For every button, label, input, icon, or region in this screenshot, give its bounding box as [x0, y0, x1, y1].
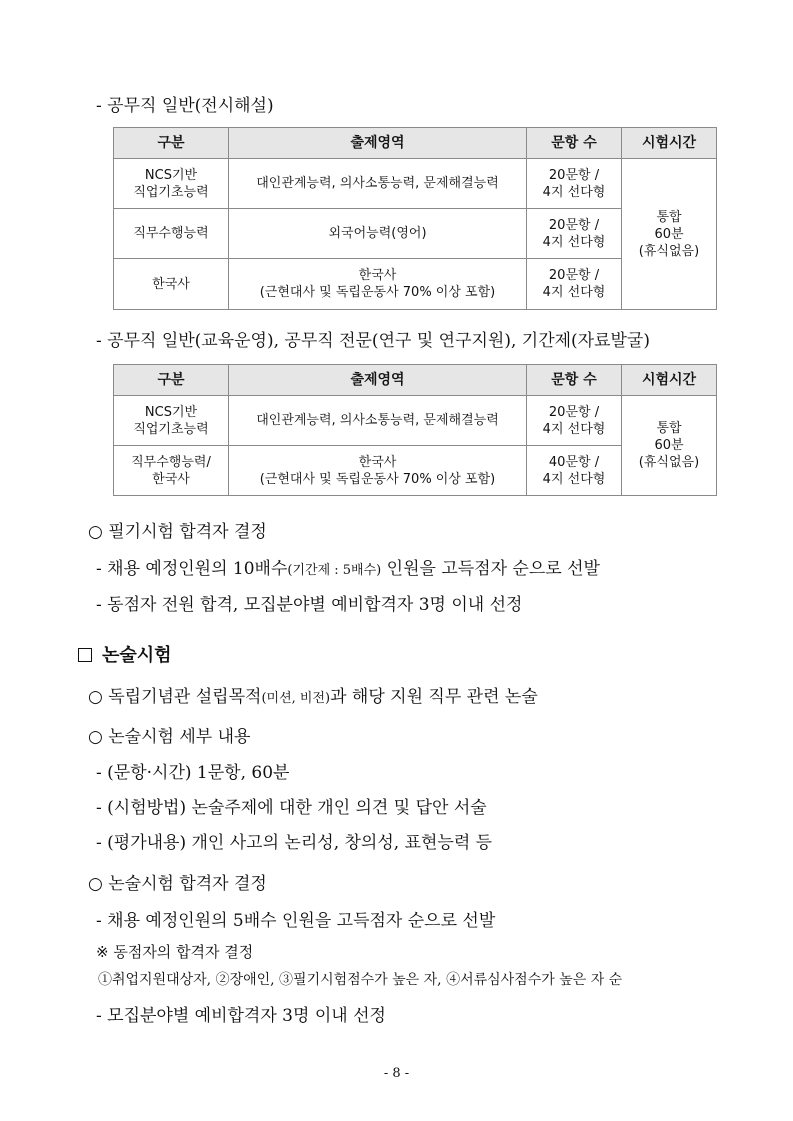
count-cell: 40문항 / 4지 선다형 — [527, 446, 622, 496]
header-area: 출제영역 — [229, 128, 527, 159]
table-header-row — [114, 365, 717, 396]
header-count: 문항 수 — [527, 128, 622, 159]
area-cell: 한국사 (근현대사 및 독립운동사 70% 이상 포함) — [229, 259, 527, 310]
essay-pass-title: ○ 논술시험 합격자 결정 — [88, 874, 267, 894]
category-cell: 한국사 — [114, 259, 229, 310]
essay-topic: ○ 독립기념관 설립목적(미션, 비전)과 해당 지원 직무 관련 논술 — [88, 687, 538, 707]
section-heading-exhibition: - 공무직 일반(전시해설) — [96, 96, 274, 116]
table-header-row — [114, 128, 717, 159]
written-pass-item-1-note: (기간제 : 5배수) — [287, 563, 382, 578]
exam-table-education — [113, 364, 717, 496]
area-cell: 대인관계능력, 의사소통능력, 문제해결능력 — [229, 159, 527, 209]
header-time: 시험시간 — [622, 365, 717, 396]
count-cell: 20문항 / 4지 선다형 — [527, 159, 622, 209]
essay-detail-1: - (문항·시간) 1문항, 60분 — [96, 763, 290, 783]
category-cell: NCS기반 직업기초능력 — [114, 396, 229, 446]
time-cell: 통합 60분 (휴식없음) — [622, 159, 717, 310]
table-row — [114, 396, 717, 446]
written-pass-item-2: - 동점자 전원 합격, 모집분야별 예비합격자 3명 이내 선정 — [96, 595, 523, 615]
time-cell: 통합 60분 (휴식없음) — [622, 396, 717, 496]
area-cell: 한국사 (근현대사 및 독립운동사 70% 이상 포함) — [229, 446, 527, 496]
area-cell: 대인관계능력, 의사소통능력, 문제해결능력 — [229, 396, 527, 446]
essay-detail-title: ○ 논술시험 세부 내용 — [88, 727, 251, 747]
header-count: 문항 수 — [527, 365, 622, 396]
section-heading-education: - 공무직 일반(교육운영), 공무직 전문(연구 및 연구지원), 기간제(자료발굴) — [96, 331, 650, 351]
header-category: 구분 — [114, 128, 229, 159]
count-cell: 20문항 / 4지 선다형 — [527, 259, 622, 310]
tie-rule-order: ①취업지원대상자, ②장애인, ③필기시험점수가 높은 자, ④서류심사점수가 높은 자 순 — [98, 972, 623, 988]
page-number: - 8 - — [383, 1066, 410, 1081]
category-cell: 직무수행능력 — [114, 209, 229, 259]
tie-rule-note-title: ※ 동점자의 합격자 결정 — [96, 943, 254, 961]
written-pass-title: ○ 필기시험 합격자 결정 — [88, 522, 267, 542]
essay-topic-note: (미션, 비전) — [261, 691, 331, 706]
count-cell: 20문항 / 4지 선다형 — [527, 209, 622, 259]
essay-detail-3: - (평가내용) 개인 사고의 논리성, 창의성, 표현능력 등 — [96, 833, 493, 853]
category-cell: NCS기반 직업기초능력 — [114, 159, 229, 209]
area-cell: 외국어능력(영어) — [229, 209, 527, 259]
exam-table-exhibition — [113, 127, 717, 310]
checkbox-square-icon — [78, 648, 92, 662]
count-cell: 20문항 / 4지 선다형 — [527, 396, 622, 446]
table-row — [114, 159, 717, 209]
header-area: 출제영역 — [229, 365, 527, 396]
written-pass-item-1: - 채용 예정인원의 10배수(기간제 : 5배수) 인원을 고득점자 순으로 선발 — [96, 559, 600, 579]
category-cell: 직무수행능력/ 한국사 — [114, 446, 229, 496]
essay-detail-2: - (시험방법) 논술주제에 대한 개인 의견 및 답안 서술 — [96, 798, 487, 818]
essay-section-title: 논술시험 — [78, 645, 172, 667]
essay-pass-item-2: - 모집분야별 예비합격자 3명 이내 선정 — [96, 1006, 386, 1026]
header-time: 시험시간 — [622, 128, 717, 159]
header-category: 구분 — [114, 365, 229, 396]
essay-pass-item-1: - 채용 예정인원의 5배수 인원을 고득점자 순으로 선발 — [96, 911, 496, 931]
